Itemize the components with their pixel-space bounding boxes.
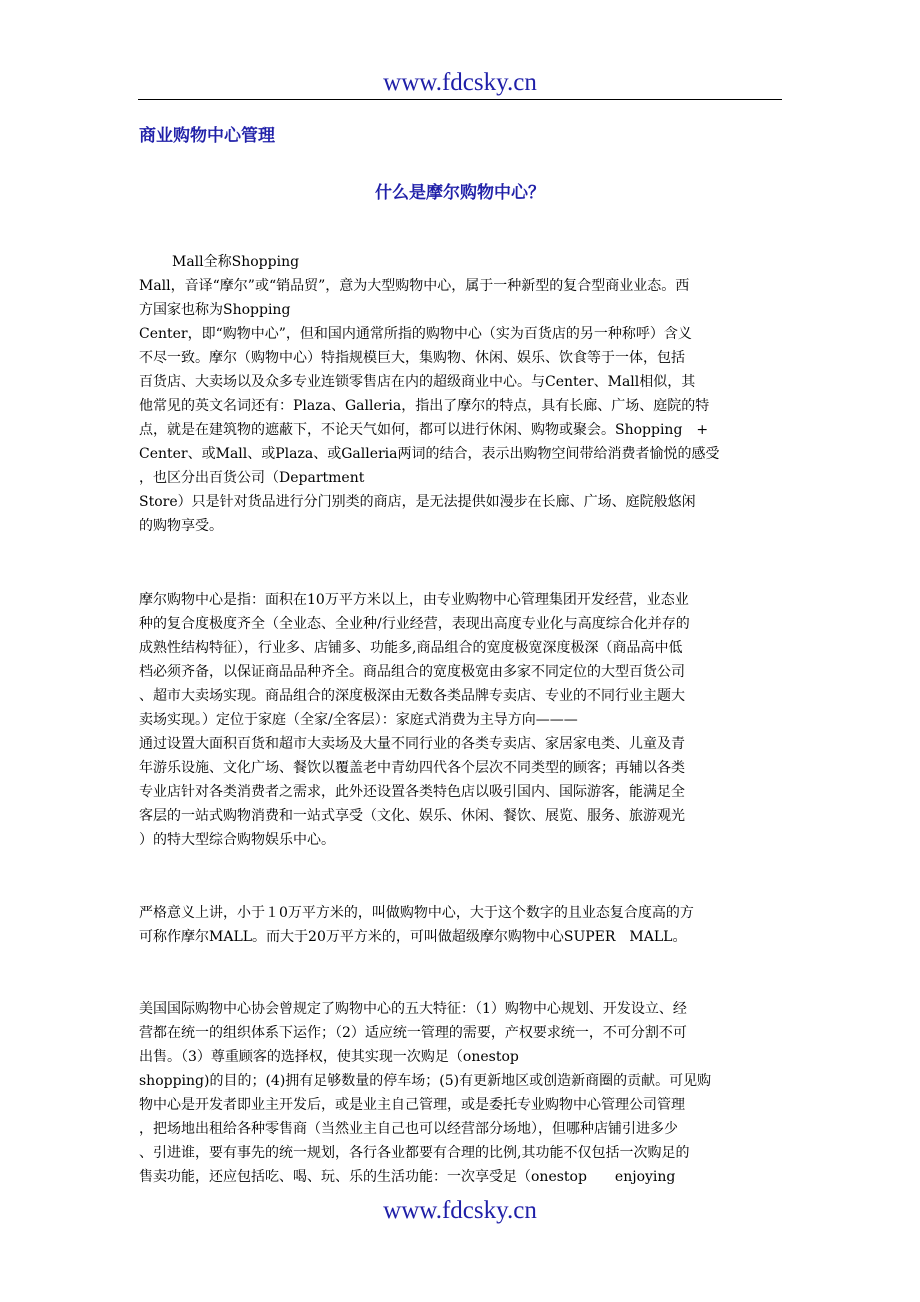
paragraph-line: Center、或Mall、或Plaza、或Galleria两词的结合，表示出购物空间带给消费者愉悦的感受 — [139, 446, 720, 462]
header-divider — [138, 99, 782, 100]
paragraph-line: 成熟性结构特征），行业多、店铺多、功能多,商品组合的宽度极宽深度极深（商品高中低 — [139, 640, 683, 656]
paragraph-line: Store）只是针对货品进行分门别类的商店，是无法提供如漫步在长廊、广场、庭院般悠闲 — [139, 494, 696, 510]
paragraph-line: 严格意义上讲，小于１0万平方米的，叫做购物中心，大于这个数字的且业态复合度高的方 — [139, 905, 694, 921]
document-title: 商业购物中心管理 — [139, 126, 275, 146]
paragraph-line: 客层的一站式购物消费和一站式享受（文化、娱乐、休闲、餐饮、展览、服务、旅游观光 — [139, 808, 685, 824]
paragraph-line: 百货店、大卖场以及众多专业连锁零售店在内的超级商业中心。与Center、Mall相似，其 — [139, 374, 696, 390]
paragraph-line: Mall，音译“摩尔”或“销品贸”，意为大型购物中心，属于一种新型的复合型商业业态。西 — [139, 278, 690, 294]
paragraph-line: 可称作摩尔MALL。而大于20万平方米的，可叫做超级摩尔购物中心SUPER MALL。 — [139, 929, 687, 945]
paragraph-line: 出售。（3）尊重顾客的选择权，使其实现一次购足（onestop — [139, 1049, 519, 1065]
paragraph-line: ）的特大型综合购物娱乐中心。 — [139, 832, 335, 848]
paragraph-line: Center，即“购物中心”，但和国内通常所指的购物中心（实为百货店的另一种称呼）含义 — [139, 326, 692, 342]
document-subtitle: 什么是摩尔购物中心？ — [375, 183, 545, 203]
paragraph-line: 摩尔购物中心是指：面积在10万平方米以上，由专业购物中心管理集团开发经营，业态业 — [139, 592, 689, 608]
paragraph-line: 售卖功能，还应包括吃、喝、玩、乐的生活功能：一次享受足（onestop enjoying — [139, 1169, 676, 1185]
paragraph-line: 的购物享受。 — [139, 518, 223, 534]
paragraph-1 — [139, 250, 784, 538]
paragraph-line: 点，就是在建筑物的遮蔽下，不论天气如何，都可以进行休闲、购物或聚会。Shopping + — [139, 422, 709, 438]
paragraph-line: 、引进谁，要有事先的统一规划，各行各业都要有合理的比例,其功能不仅包括一次购足的 — [139, 1145, 690, 1161]
paragraph-2 — [139, 588, 784, 852]
paragraph-line: 通过设置大面积百货和超市大卖场及大量不同行业的各类专卖店、家居家电类、儿童及青 — [139, 736, 685, 752]
paragraph-line: 不尽一致。摩尔（购物中心）特指规模巨大，集购物、休闲、娱乐、饮食等于一体，包括 — [139, 350, 685, 366]
paragraph-3 — [139, 901, 784, 949]
paragraph-line: 他常见的英文名词还有：Plaza、Galleria，指出了摩尔的特点，具有长廊、广场、庭院的特 — [139, 398, 710, 414]
header-url: www.fdcsky.cn — [383, 69, 537, 96]
paragraph-line: shopping)的目的；(4)拥有足够数量的停车场；(5)有更新地区或创造新商圈的贡献。可见购 — [139, 1073, 712, 1089]
paragraph-line: 档必须齐备，以保证商品品种齐全。商品组合的宽度极宽由多家不同定位的大型百货公司 — [139, 664, 685, 680]
paragraph-line: ，把场地出租给各种零售商（当然业主自己也可以经营部分场地），但哪种店铺引进多少 — [139, 1121, 678, 1137]
paragraph-line: Mall全称Shopping — [172, 254, 300, 270]
paragraph-line: 、超市大卖场实现。商品组合的深度极深由无数各类品牌专卖店、专业的不同行业主题大 — [139, 688, 685, 704]
paragraph-line: 方国家也称为Shopping — [139, 302, 291, 318]
paragraph-4 — [139, 997, 784, 1189]
paragraph-line: 卖场实现。）定位于家庭（全家/全客层）：家庭式消费为主导方向——— — [139, 712, 578, 728]
paragraph-line: 专业店针对各类消费者之需求，此外还设置各类特色店以吸引国内、国际游客，能满足全 — [139, 784, 685, 800]
paragraph-line: ，也区分出百货公司（Department — [139, 470, 365, 486]
paragraph-line: 种的复合度极度齐全（全业态、全业种/行业经营，表现出高度专业化与高度综合化并存的 — [139, 616, 690, 632]
paragraph-line: 年游乐设施、文化广场、餐饮以覆盖老中青幼四代各个层次不同类型的顾客；再辅以各类 — [139, 760, 685, 776]
paragraph-line: 美国国际购物中心协会曾规定了购物中心的五大特征：（1）购物中心规划、开发设立、经 — [139, 1001, 687, 1017]
footer-url: www.fdcsky.cn — [383, 1197, 537, 1224]
paragraph-line: 物中心是开发者即业主开发后，或是业主自己管理，或是委托专业购物中心管理公司管理 — [139, 1097, 685, 1113]
paragraph-line: 营都在统一的组织体系下运作；（2）适应统一管理的需要，产权要求统一，不可分割不可 — [139, 1025, 687, 1041]
